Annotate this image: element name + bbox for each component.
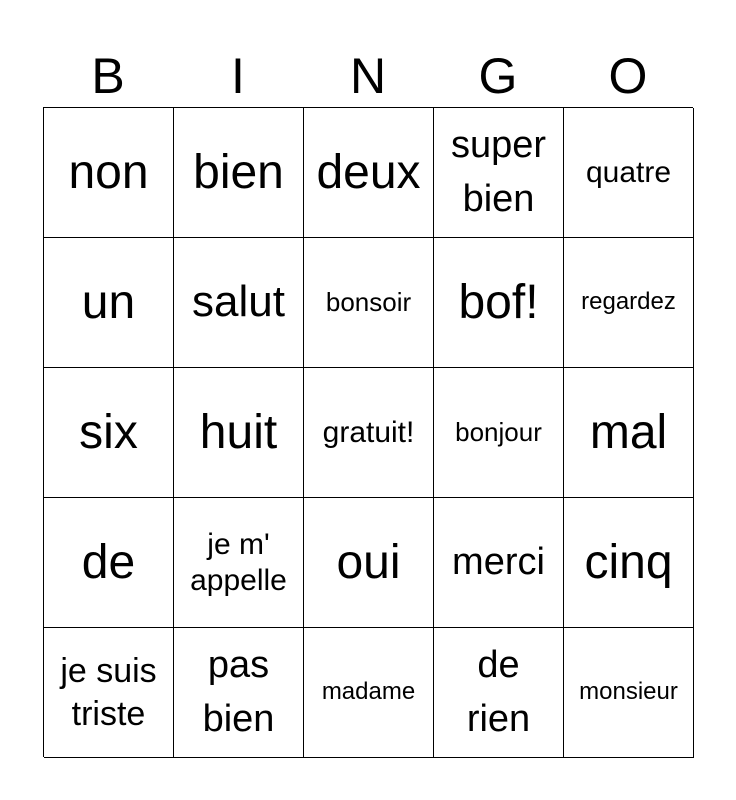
cell-text: bonjour (455, 416, 542, 447)
cell-text: cinq (584, 535, 673, 589)
bingo-cell[interactable] (174, 108, 304, 238)
bingo-cell[interactable] (44, 498, 174, 628)
bingo-cell[interactable] (434, 238, 564, 368)
cell-text: madame (321, 678, 416, 706)
cell-text: de (81, 535, 136, 589)
cell-text: oui (336, 535, 401, 589)
bingo-cell[interactable] (564, 368, 694, 498)
header-letter-g: G (478, 48, 518, 104)
cell-text: mal (589, 405, 668, 459)
cell-text: gratuit! (322, 415, 415, 449)
bingo-cell[interactable] (174, 238, 304, 368)
cell-text: six (79, 405, 138, 459)
cell-text: huit (199, 405, 278, 459)
cell-text: bonsoir (325, 286, 412, 317)
bingo-cell[interactable] (304, 628, 434, 758)
cell-text: monsieur (579, 678, 678, 706)
cell-text: deux (316, 145, 421, 199)
bingo-cell[interactable] (434, 628, 564, 758)
cell-text: un (81, 275, 136, 329)
cell-text: quatre (585, 155, 672, 189)
bingo-cell[interactable] (564, 108, 694, 238)
bingo-cell[interactable] (44, 368, 174, 498)
header-letter-n: N (349, 48, 387, 104)
bingo-cell[interactable] (304, 498, 434, 628)
bingo-cell[interactable] (174, 368, 304, 498)
cell-text: je m' appelle (190, 527, 287, 597)
bingo-cell[interactable] (44, 628, 174, 758)
bingo-cell[interactable] (434, 368, 564, 498)
cell-text: bof! (458, 275, 539, 329)
bingo-cell[interactable] (564, 238, 694, 368)
header-letter-o: O (608, 48, 648, 104)
bingo-cell[interactable] (174, 628, 304, 758)
header-letter-i: I (231, 48, 245, 104)
cell-text: salut (192, 277, 285, 327)
bingo-cell[interactable] (434, 108, 564, 238)
bingo-cell[interactable] (564, 498, 694, 628)
cell-text: merci (452, 540, 545, 583)
cell-text: non (68, 145, 149, 199)
cell-text: bien (193, 145, 284, 199)
bingo-cell[interactable] (174, 498, 304, 628)
bingo-cell[interactable] (304, 238, 434, 368)
cell-text: je suis triste (60, 652, 157, 733)
bingo-cell[interactable] (564, 628, 694, 758)
header-letter-b: B (91, 48, 125, 104)
bingo-cell[interactable] (304, 108, 434, 238)
bingo-cell[interactable] (434, 498, 564, 628)
bingo-cell[interactable] (44, 108, 174, 238)
bingo-cell[interactable] (44, 238, 174, 368)
cell-text: super bien (450, 124, 547, 220)
cell-text: regardez (581, 288, 676, 316)
bingo-board (43, 107, 693, 757)
bingo-header (43, 45, 693, 107)
bingo-cell[interactable] (304, 368, 434, 498)
cell-text: de rien (466, 644, 531, 740)
cell-text: pas bien (202, 644, 275, 740)
